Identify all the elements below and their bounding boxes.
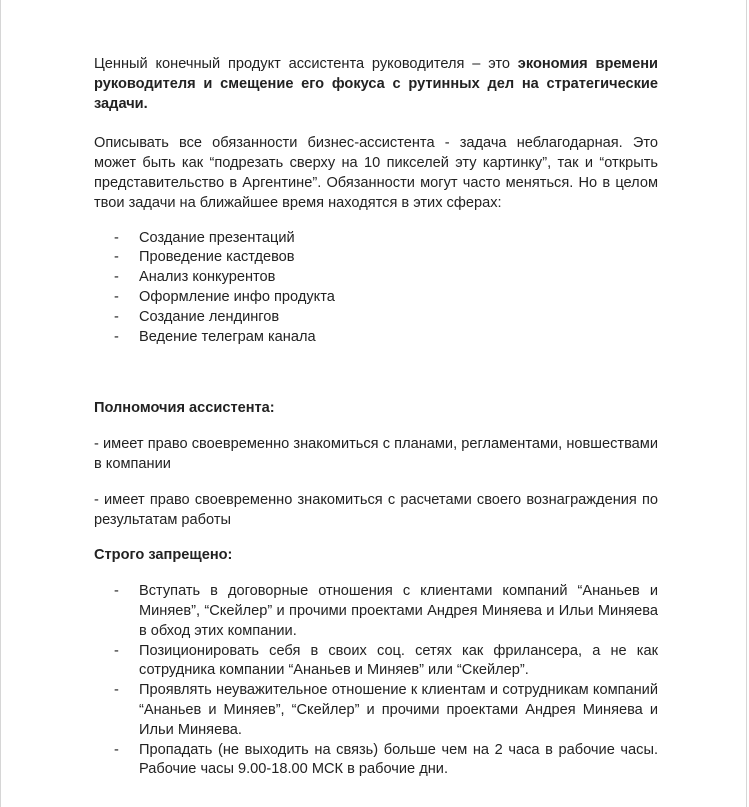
list-item <box>94 229 658 249</box>
list-item <box>94 248 658 268</box>
rights-heading: Полномочия ассистента: <box>94 400 275 417</box>
dash-bullet: - <box>114 269 119 286</box>
list-item <box>94 268 658 288</box>
document-body <box>94 55 658 780</box>
dash-bullet: - <box>114 682 119 699</box>
dash-bullet: - <box>114 328 119 345</box>
task-text: Создание презентаций <box>139 229 295 246</box>
dash-bullet: - <box>114 229 119 246</box>
dash-bullet: - <box>114 741 119 758</box>
intro-paragraph <box>94 55 658 114</box>
list-item <box>94 308 658 328</box>
task-list <box>94 229 658 348</box>
forbidden-heading: Строго запрещено: <box>94 547 233 564</box>
dash-bullet: - <box>114 642 119 659</box>
task-text: Проведение кастдевов <box>139 249 295 266</box>
list-item <box>94 582 658 641</box>
task-text: Ведение телеграм канала <box>139 328 316 345</box>
forbidden-text: Пропадать (не выходить на связь) больше чем на 2 часа в рабочие часы. Рабочие часы 9.00-18.00 МСК в рабочие дни. <box>139 741 658 778</box>
rights-item: - имеет право своевременно знакомиться с планами, регламентами, новшествами в компании <box>94 436 658 472</box>
section-spacer <box>94 347 658 399</box>
dash-bullet: - <box>114 288 119 305</box>
task-text: Анализ конкурентов <box>139 269 276 286</box>
duties-paragraph: Описывать все обязанности бизнес-ассистента - задача неблагодарная. Это может быть как “подрезать сверху на 10 пикселей эту картинку”, так и “открыть представительство в Аргентине”. Обязанности могут часто меняться. Но в целом твои задачи на ближайшее время находятся в этих сферах: <box>94 135 658 211</box>
intro-bold-text: экономия времени руководителя и смещение его фокуса с рутинных дел на стратегические задачи. <box>94 56 659 112</box>
forbidden-text: Вступать в договорные отношения с клиентами компаний “Ананьев и Миняев”, “Скейлер” и прочими проектами Андрея Миняева и Ильи Миняева в обход этих компании. <box>139 583 658 639</box>
forbidden-text: Проявлять неуважительное отношение к клиентам и сотрудникам компаний “Ананьев и Миняев”, “Скейлер” и прочими проектами Андрея Миняева и Ильи Миняева. <box>139 682 658 738</box>
rights-item: - имеет право своевременно знакомиться с расчетами своего вознаграждения по результатам работы <box>94 491 658 528</box>
list-item <box>94 328 658 348</box>
intro-text: Ценный конечный продукт ассистента руководителя – это <box>94 56 518 72</box>
forbidden-list <box>94 582 658 780</box>
list-item <box>94 741 658 781</box>
list-item <box>94 681 658 740</box>
task-text: Оформление инфо продукта <box>139 288 335 305</box>
dash-bullet: - <box>114 583 119 600</box>
list-item <box>94 288 658 308</box>
forbidden-text: Позиционировать себя в своих соц. сетях как фрилансера, а не как сотрудника компании “Ананьев и Миняев” или “Скейлер”. <box>139 642 658 679</box>
list-item <box>94 642 658 682</box>
dash-bullet: - <box>114 308 119 325</box>
task-text: Создание лендингов <box>139 308 280 325</box>
dash-bullet: - <box>114 249 119 266</box>
